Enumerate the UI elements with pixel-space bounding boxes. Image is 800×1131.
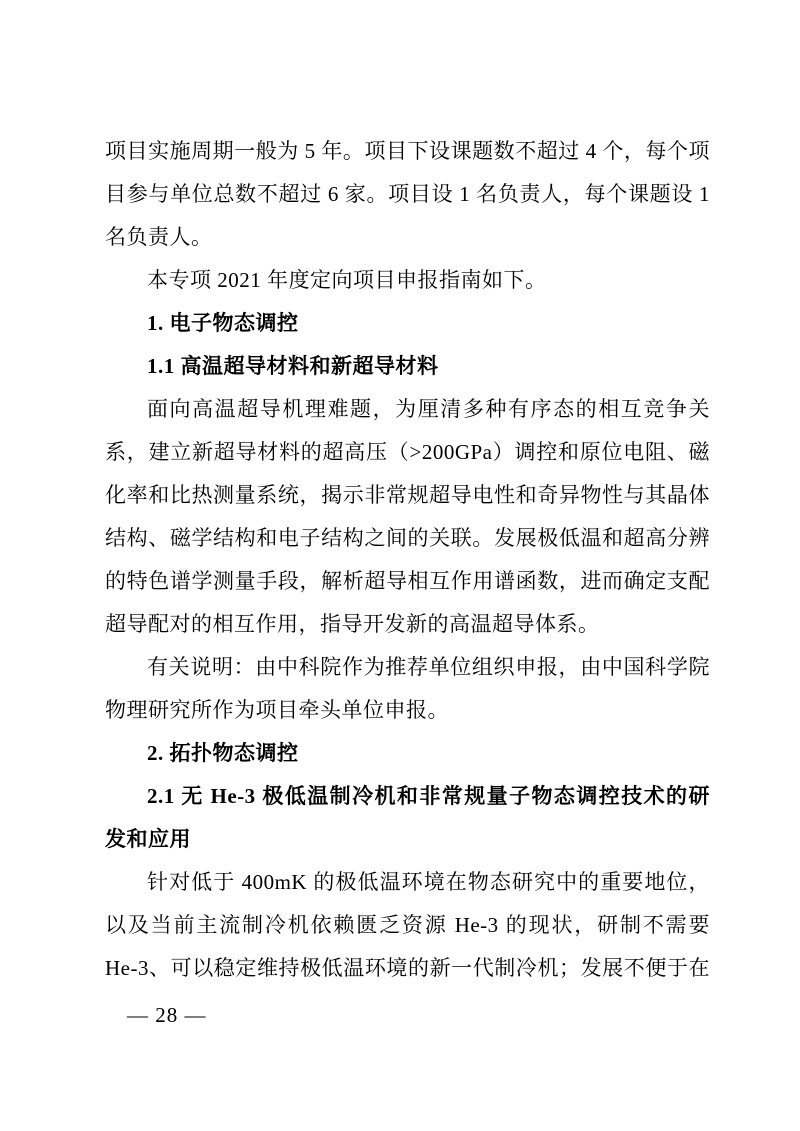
body-line: 针对低于 400mK 的极低温环境在物态研究中的重要地位， bbox=[147, 870, 710, 894]
body-line: 面向高温超导机理难题，为厘清多种有序态的相互竞争关 bbox=[147, 397, 710, 421]
heading-line: 2.1 无 He-3 极低温制冷机和非常规量子物态调控技术的研 bbox=[147, 784, 710, 808]
body-line: 名负责人。 bbox=[105, 225, 213, 249]
text-content bbox=[105, 130, 710, 990]
heading-line: 1.1 高温超导材料和新超导材料 bbox=[147, 354, 439, 378]
body-line: 物理研究所作为项目牵头单位申报。 bbox=[105, 698, 449, 722]
heading-line: 1. 电子物态调控 bbox=[147, 311, 299, 335]
body-line: He-3、可以稳定维持极低温环境的新一代制冷机；发展不便于在 bbox=[105, 956, 710, 980]
body-line: 目参与单位总数不超过 6 家。项目设 1 名负责人，每个课题设 1 bbox=[105, 182, 710, 206]
heading-line: 发和应用 bbox=[105, 827, 191, 851]
body-line: 系，建立新超导材料的超高压（>200GPa）调控和原位电阻、磁 bbox=[105, 440, 710, 464]
body-line: 本专项 2021 年度定向项目申报指南如下。 bbox=[147, 268, 547, 292]
page-number: — 28 — bbox=[127, 1003, 207, 1027]
body-line: 化率和比热测量系统，揭示非常规超导电性和奇异物性与其晶体 bbox=[105, 483, 710, 507]
body-line: 结构、磁学结构和电子结构之间的关联。发展极低温和超高分辨 bbox=[105, 526, 710, 550]
page-footer bbox=[127, 1000, 207, 1030]
body-line: 有关说明：由中科院作为推荐单位组织申报，由中国科学院 bbox=[147, 655, 710, 679]
body-line: 的特色谱学测量手段，解析超导相互作用谱函数，进而确定支配 bbox=[105, 569, 710, 593]
body-line: 超导配对的相互作用，指导开发新的高温超导体系。 bbox=[105, 612, 600, 636]
body-line: 以及当前主流制冷机依赖匮乏资源 He-3 的现状，研制不需要 bbox=[105, 913, 710, 937]
heading-line: 2. 拓扑物态调控 bbox=[147, 741, 299, 765]
body-line: 项目实施周期一般为 5 年。项目下设课题数不超过 4 个，每个项 bbox=[105, 139, 710, 163]
